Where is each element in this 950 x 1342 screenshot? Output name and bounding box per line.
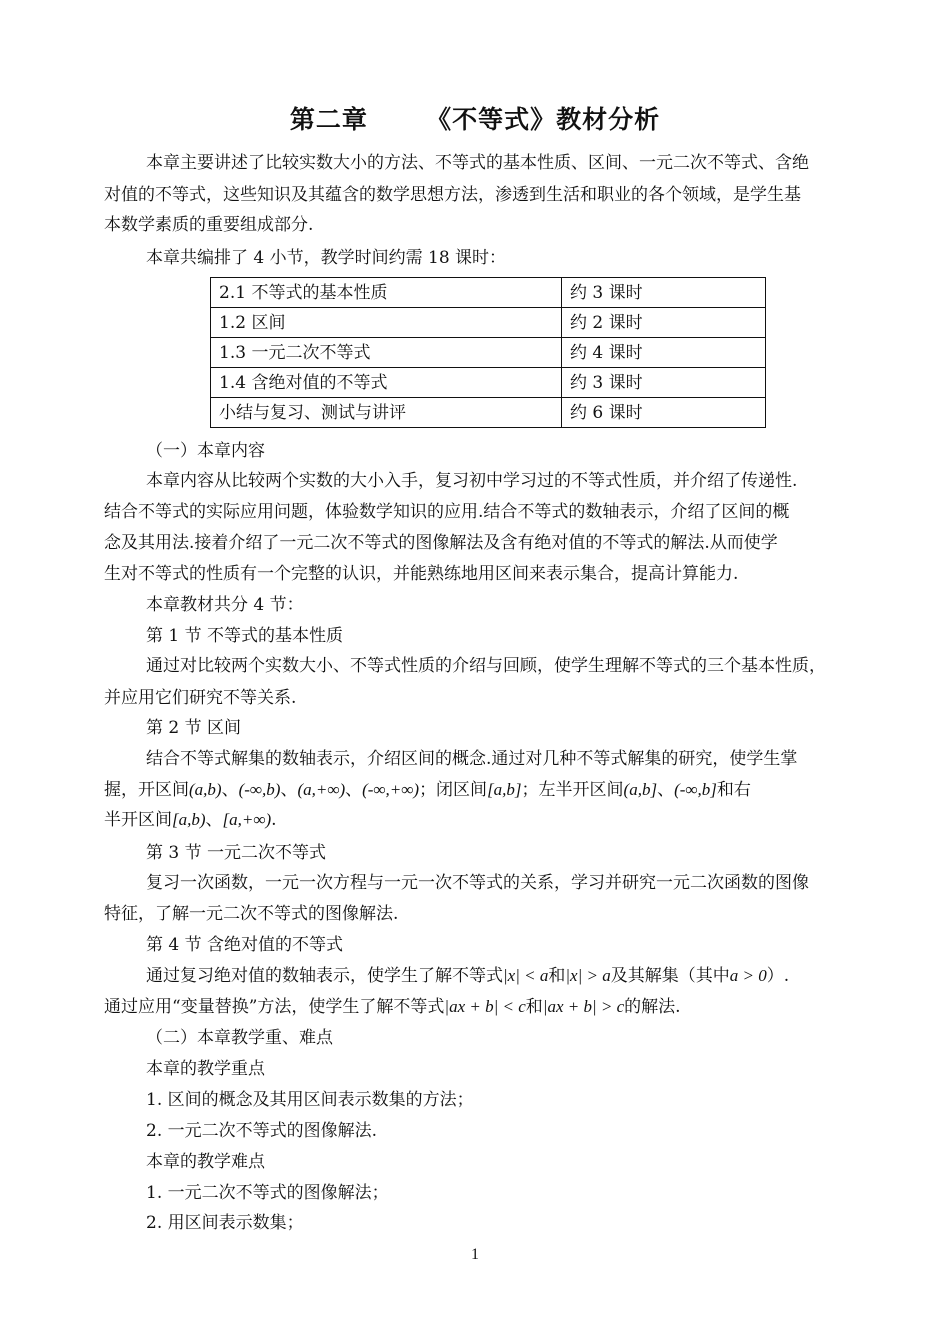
- content-line-4: 生对不等式的性质有一个完整的认识，并能熟练地用区间来表示集合，提高计算能力.: [104, 564, 739, 584]
- content-line-1: 本章内容从比较两个实数的大小入手，复习初中学习过的不等式性质，并介绍了传递性.: [146, 471, 798, 491]
- formula-open-interval-4: (-∞,+∞): [362, 780, 420, 799]
- table-row: [211, 398, 766, 428]
- intro-line-3: 本数学素质的重要组成部分.: [104, 215, 314, 235]
- intro-line-2: 对值的不等式，这些知识及其蕴含的数学思想方法，渗透到生活和职业的各个领域，是学生基: [104, 185, 801, 205]
- section-4-line-1: 通过复习绝对值的数轴表示，使学生了解不等式|x| < a和|x| > a及其解集（其中a > 0）.: [146, 966, 790, 986]
- formula-abs-linear-less: |ax + b| < c: [444, 997, 526, 1016]
- table-cell-hours: 约 3 课时: [562, 368, 766, 398]
- table-cell-section: 2.1 不等式的基本性质: [211, 278, 562, 308]
- table-row: [211, 368, 766, 398]
- section-4-line-2: 通过应用“变量替换”方法，使学生了解不等式|ax + b| < c和|ax + b| > c的解法.: [104, 997, 681, 1017]
- sections-intro: 本章教材共分 4 节：: [146, 595, 304, 615]
- table-cell-hours: 约 2 课时: [562, 308, 766, 338]
- table-cell-section: 1.2 区间: [211, 308, 562, 338]
- page-title: 第二章 《不等式》教材分析: [289, 105, 661, 134]
- formula-right-half-open-2: [a,+∞): [222, 810, 272, 829]
- section-1-title: 第 1 节 不等式的基本性质: [146, 626, 344, 646]
- schedule-intro: 本章共编排了 4 小节，教学时间约需 18 课时：: [146, 248, 507, 268]
- section-3-title: 第 3 节 一元二次不等式: [146, 843, 327, 863]
- page-number: 1: [471, 1246, 479, 1263]
- section-1-line-1: 通过对比较两个实数大小、不等式性质的介绍与回顾，使学生理解不等式的三个基本性质，: [146, 656, 826, 676]
- focus-item-2: 2. 一元二次不等式的图像解法.: [146, 1121, 378, 1141]
- focus-item-1: 1. 区间的概念及其用区间表示数集的方法；: [146, 1090, 474, 1110]
- formula-left-half-open-2: (-∞,b]: [674, 780, 717, 799]
- table-row: [211, 308, 766, 338]
- table-row: [211, 278, 766, 308]
- content-line-2: 结合不等式的实际应用问题，体验数学知识的应用.结合不等式的数轴表示，介绍了区间的概: [104, 502, 790, 522]
- table-cell-hours: 约 3 课时: [562, 278, 766, 308]
- table-cell-hours: 约 4 课时: [562, 338, 766, 368]
- formula-right-half-open-1: [a,b): [172, 810, 206, 829]
- section-3-line-1: 复习一次函数，一元一次方程与一元一次不等式的关系，学习并研究一元二次函数的图像: [146, 873, 809, 893]
- content-line-3: 念及其用法.接着介绍了一元二次不等式的图像解法及含有绝对值的不等式的解法.从而使学: [104, 533, 778, 553]
- section-heading-content: （一）本章内容: [146, 441, 265, 461]
- focus-title: 本章的教学重点: [146, 1059, 265, 1079]
- section-2-line-3: 半开区间[a,b)、[a,+∞).: [104, 810, 277, 830]
- table-cell-section: 1.3 一元二次不等式: [211, 338, 562, 368]
- table-cell-section: 1.4 含绝对值的不等式: [211, 368, 562, 398]
- schedule-table: [210, 277, 766, 428]
- section-heading-key-points: （二）本章教学重、难点: [146, 1028, 333, 1048]
- formula-abs-greater: |x| > a: [565, 966, 611, 985]
- intro-line-1: 本章主要讲述了比较实数大小的方法、不等式的基本性质、区间、一元二次不等式、含绝: [146, 153, 809, 173]
- table-cell-hours: 约 6 课时: [562, 398, 766, 428]
- formula-closed-interval: [a,b]: [487, 780, 522, 799]
- formula-left-half-open-1: (a,b]: [623, 780, 658, 799]
- section-2-line-1: 结合不等式解集的数轴表示，介绍区间的概念.通过对几种不等式解集的研究，使学生掌: [146, 749, 798, 769]
- formula-abs-linear-greater: |ax + b| > c: [542, 997, 625, 1016]
- difficulty-title: 本章的教学难点: [146, 1152, 265, 1172]
- difficulty-item-2: 2. 用区间表示数集；: [146, 1213, 304, 1233]
- table-cell-section: 小结与复习、测试与讲评: [211, 398, 562, 428]
- section-3-line-2: 特征，了解一元二次不等式的图像解法.: [104, 904, 399, 924]
- section-1-line-2: 并应用它们研究不等关系.: [104, 688, 297, 708]
- formula-open-interval-1: (a,b): [189, 780, 222, 799]
- table-row: [211, 338, 766, 368]
- section-2-line-2: 握，开区间(a,b)、(-∞,b)、(a,+∞)、(-∞,+∞)；闭区间[a,b]；左半开区间(a,b]、(-∞,b]和右: [104, 780, 751, 800]
- formula-abs-less: |x| < a: [503, 966, 549, 985]
- section-4-title: 第 4 节 含绝对值的不等式: [146, 935, 344, 955]
- formula-open-interval-3: (a,+∞): [297, 780, 346, 799]
- section-2-title: 第 2 节 区间: [146, 718, 242, 738]
- difficulty-item-1: 1. 一元二次不等式的图像解法；: [146, 1183, 389, 1203]
- formula-open-interval-2: (-∞,b): [238, 780, 281, 799]
- formula-condition: a > 0: [729, 966, 767, 985]
